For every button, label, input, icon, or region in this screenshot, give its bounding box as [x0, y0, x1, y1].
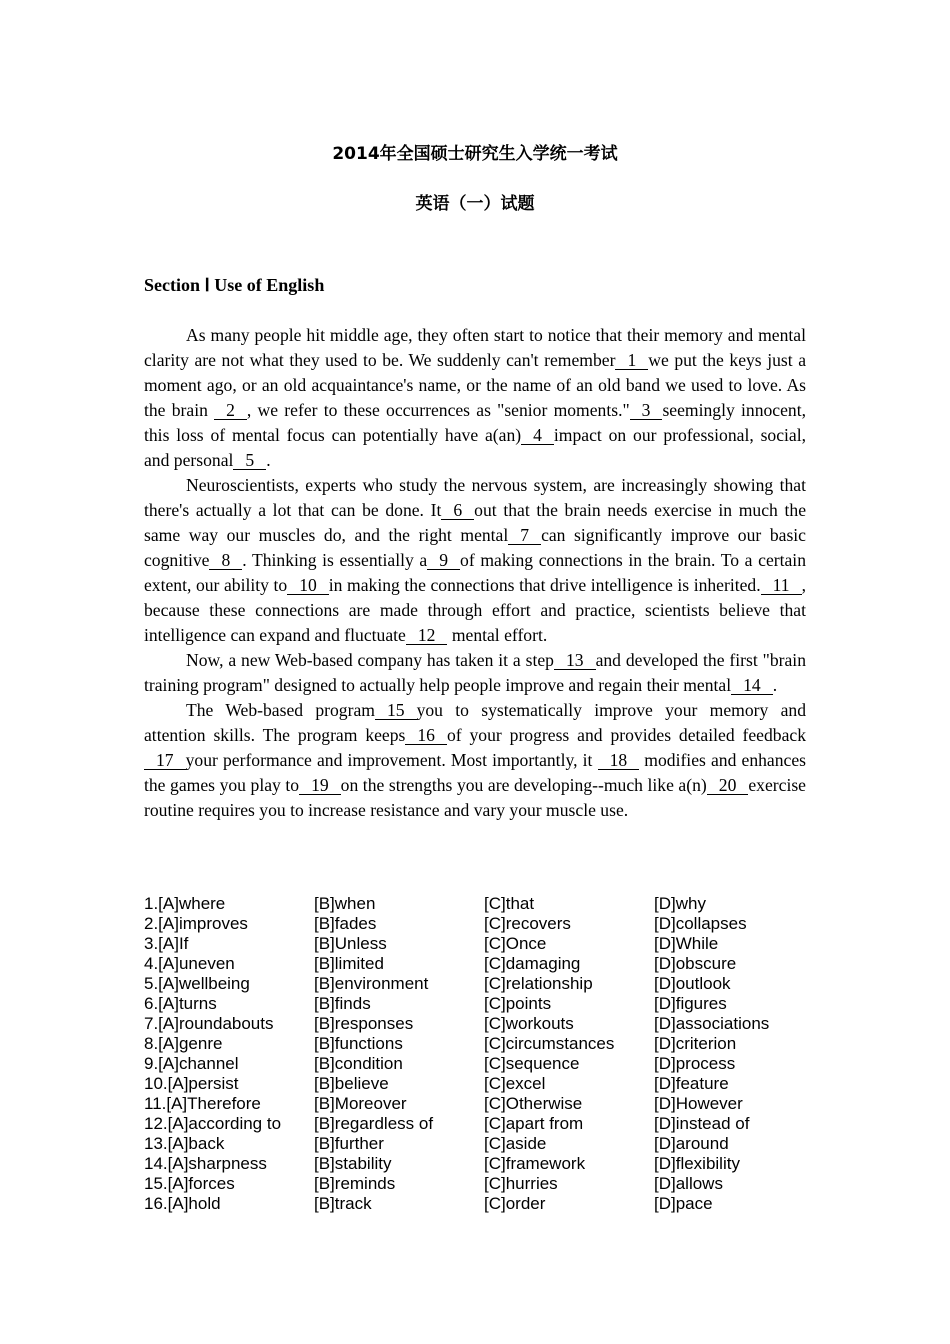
option-b: [B]condition — [314, 1054, 403, 1073]
option-row-14 — [144, 1154, 824, 1174]
option-row-15 — [144, 1174, 824, 1194]
blank-5: 5 — [233, 451, 266, 470]
option-a: 12.[A]according to — [144, 1114, 282, 1133]
passage-text: on the strengths you are developing--much like a(n) — [340, 775, 707, 795]
blank-15: 15 — [375, 701, 417, 720]
options-list — [144, 894, 824, 1214]
blank-10: 10 — [287, 576, 329, 595]
option-a: 8.[A]genre — [144, 1034, 223, 1053]
passage-text: your performance and improvement. Most importantly, it — [185, 750, 598, 770]
option-b: [B]Moreover — [314, 1094, 407, 1113]
option-d: [D]flexibility — [654, 1154, 740, 1173]
blank-11: 11 — [761, 576, 802, 595]
blank-17: 17 — [144, 751, 186, 770]
option-d: [D]However — [654, 1094, 743, 1113]
passage-text: modifies and enhances the games you play to — [144, 750, 806, 795]
option-b: [B]reminds — [314, 1174, 396, 1193]
option-a: 15.[A]forces — [144, 1174, 235, 1193]
option-row-13 — [144, 1134, 824, 1154]
blank-3: 3 — [630, 401, 663, 420]
option-d: [D]feature — [654, 1074, 729, 1093]
option-d: [D]process — [654, 1054, 736, 1073]
blank-16: 16 — [405, 726, 447, 745]
option-c: [C]Otherwise — [484, 1094, 583, 1113]
option-row-10 — [144, 1074, 824, 1094]
option-c: [C]aside — [484, 1134, 547, 1153]
passage-text: out that the brain needs exercise in much the same way our muscles do, and the right mental — [144, 500, 806, 545]
option-c: [C]framework — [484, 1154, 586, 1173]
option-c: [C]workouts — [484, 1014, 574, 1033]
option-row-3 — [144, 934, 824, 954]
paragraph — [144, 648, 806, 698]
option-a: 2.[A]improves — [144, 914, 248, 933]
exam-subtitle: 英语（一）试题 — [415, 194, 535, 214]
option-row-1 — [144, 894, 824, 914]
option-row-2 — [144, 914, 824, 934]
blank-9: 9 — [427, 551, 460, 570]
passage-text: you to systematically improve your memory and attention skills. The program keeps — [144, 700, 807, 745]
passage-text: The Web-based program — [186, 700, 375, 720]
option-row-8 — [144, 1034, 824, 1054]
section-title: Section Ⅰ Use of English — [144, 275, 325, 295]
option-b: [B]stability — [314, 1154, 392, 1173]
option-row-7 — [144, 1014, 824, 1034]
option-b: [B]further — [314, 1134, 384, 1153]
option-d: [D]criterion — [654, 1034, 737, 1053]
paragraph — [144, 473, 806, 648]
passage-text: , we refer to these occurrences as "senior moments." — [246, 400, 630, 420]
option-row-16 — [144, 1194, 824, 1214]
passage-text: exercise routine requires you to increase resistance and vary your muscle use. — [144, 775, 806, 820]
option-d: [D]obscure — [654, 954, 737, 973]
option-a: 4.[A]uneven — [144, 954, 235, 973]
passage-text: . — [772, 675, 778, 695]
option-a: 14.[A]sharpness — [144, 1154, 267, 1173]
blank-13: 13 — [554, 651, 596, 670]
option-a: 13.[A]back — [144, 1134, 225, 1153]
passage-text: As many people hit middle age, they often start to notice that their memory and mental clarity are not what they used to be. We suddenly can't remember — [144, 325, 806, 370]
option-d: [D]outlook — [654, 974, 731, 993]
blank-19: 19 — [299, 776, 341, 795]
option-a: 16.[A]hold — [144, 1194, 221, 1213]
option-d: [D]why — [654, 894, 706, 913]
exam-title: 2014年全国硕士研究生入学统一考试 — [332, 144, 618, 164]
option-c: [C]Once — [484, 934, 547, 953]
option-row-12 — [144, 1114, 824, 1134]
option-d: [D]associations — [654, 1014, 770, 1033]
blank-7: 7 — [508, 526, 541, 545]
passage-text: can significantly improve our basic cognitive — [144, 525, 806, 570]
paragraph — [144, 323, 806, 473]
passage-text: impact on our professional, social, and personal — [144, 425, 807, 470]
passage-text: of your progress and provides detailed feedback — [446, 725, 806, 745]
option-c: [C]damaging — [484, 954, 581, 973]
blank-4: 4 — [521, 426, 554, 445]
option-b: [B]functions — [314, 1034, 403, 1053]
option-c: [C]points — [484, 994, 552, 1013]
passage-text: . Thinking is essentially a — [242, 550, 428, 570]
option-c: [C]that — [484, 894, 535, 913]
passage-text: Neuroscientists, experts who study the nervous system, are increasingly showing that there's actually a lot that can be done. It — [144, 475, 806, 520]
option-a: 10.[A]persist — [144, 1074, 239, 1093]
option-d: [D]pace — [654, 1194, 713, 1213]
blank-8: 8 — [209, 551, 242, 570]
option-c: [C]sequence — [484, 1054, 580, 1073]
option-d: [D]figures — [654, 994, 727, 1013]
option-row-5 — [144, 974, 824, 994]
option-row-6 — [144, 994, 824, 1014]
passage-text: mental effort. — [447, 625, 548, 645]
paragraph — [144, 698, 806, 823]
option-c: [C]relationship — [484, 974, 593, 993]
option-b: [B]Unless — [314, 934, 387, 953]
option-d: [D]collapses — [654, 914, 747, 933]
option-b: [B]environment — [314, 974, 429, 993]
passage-text: seemingly innocent, this loss of mental focus can potentially have a(an) — [144, 400, 806, 445]
passage-text: , because these connections are made through effort and practice, scientists believe that intelligence can expand and fluctuate — [144, 575, 806, 645]
option-d: [D]allows — [654, 1174, 723, 1193]
option-b: [B]limited — [314, 954, 384, 973]
passage-text: . — [266, 450, 271, 470]
passage-text: we put the keys just a moment ago, or an old acquaintance's name, or the name of an old band we used to love. As the brain — [144, 350, 806, 420]
option-d: [D]While — [654, 934, 719, 953]
option-c: [C]hurries — [484, 1174, 558, 1193]
option-b: [B]fades — [314, 914, 377, 933]
option-row-4 — [144, 954, 824, 974]
option-b: [B]believe — [314, 1074, 389, 1093]
blank-18: 18 — [598, 751, 640, 770]
option-a: 1.[A]where — [144, 894, 226, 913]
blank-12: 12 — [406, 626, 448, 645]
option-row-11 — [144, 1094, 824, 1114]
blank-6: 6 — [441, 501, 474, 520]
option-b: [B]when — [314, 894, 376, 913]
option-c: [C]excel — [484, 1074, 546, 1093]
option-b: [B]track — [314, 1194, 372, 1213]
passage-text: Now, a new Web-based company has taken it a step — [186, 650, 554, 670]
passage — [144, 323, 806, 823]
option-row-9 — [144, 1054, 824, 1074]
option-a: 9.[A]channel — [144, 1054, 239, 1073]
option-d: [D]around — [654, 1134, 729, 1153]
option-a: 7.[A]roundabouts — [144, 1014, 274, 1033]
option-b: [B]responses — [314, 1014, 414, 1033]
blank-14: 14 — [731, 676, 773, 695]
option-b: [B]finds — [314, 994, 371, 1013]
option-d: [D]instead of — [654, 1114, 750, 1133]
option-a: 3.[A]If — [144, 934, 189, 953]
passage-text: and developed the first "brain training program" designed to actually help people improve and regain their mental — [144, 650, 806, 695]
passage-text: of making connections in the brain. To a certain extent, our ability to — [144, 550, 806, 595]
option-b: [B]regardless of — [314, 1114, 434, 1133]
option-c: [C]recovers — [484, 914, 571, 933]
option-a: 11.[A]Therefore — [144, 1094, 261, 1113]
option-c: [C]circumstances — [484, 1034, 615, 1053]
option-a: 6.[A]turns — [144, 994, 217, 1013]
passage-text: in making the connections that drive intelligence is inherited. — [328, 575, 761, 595]
option-a: 5.[A]wellbeing — [144, 974, 250, 993]
blank-1: 1 — [615, 351, 648, 370]
option-c: [C]apart from — [484, 1114, 584, 1133]
blank-2: 2 — [214, 401, 247, 420]
blank-20: 20 — [707, 776, 749, 795]
option-c: [C]order — [484, 1194, 546, 1213]
